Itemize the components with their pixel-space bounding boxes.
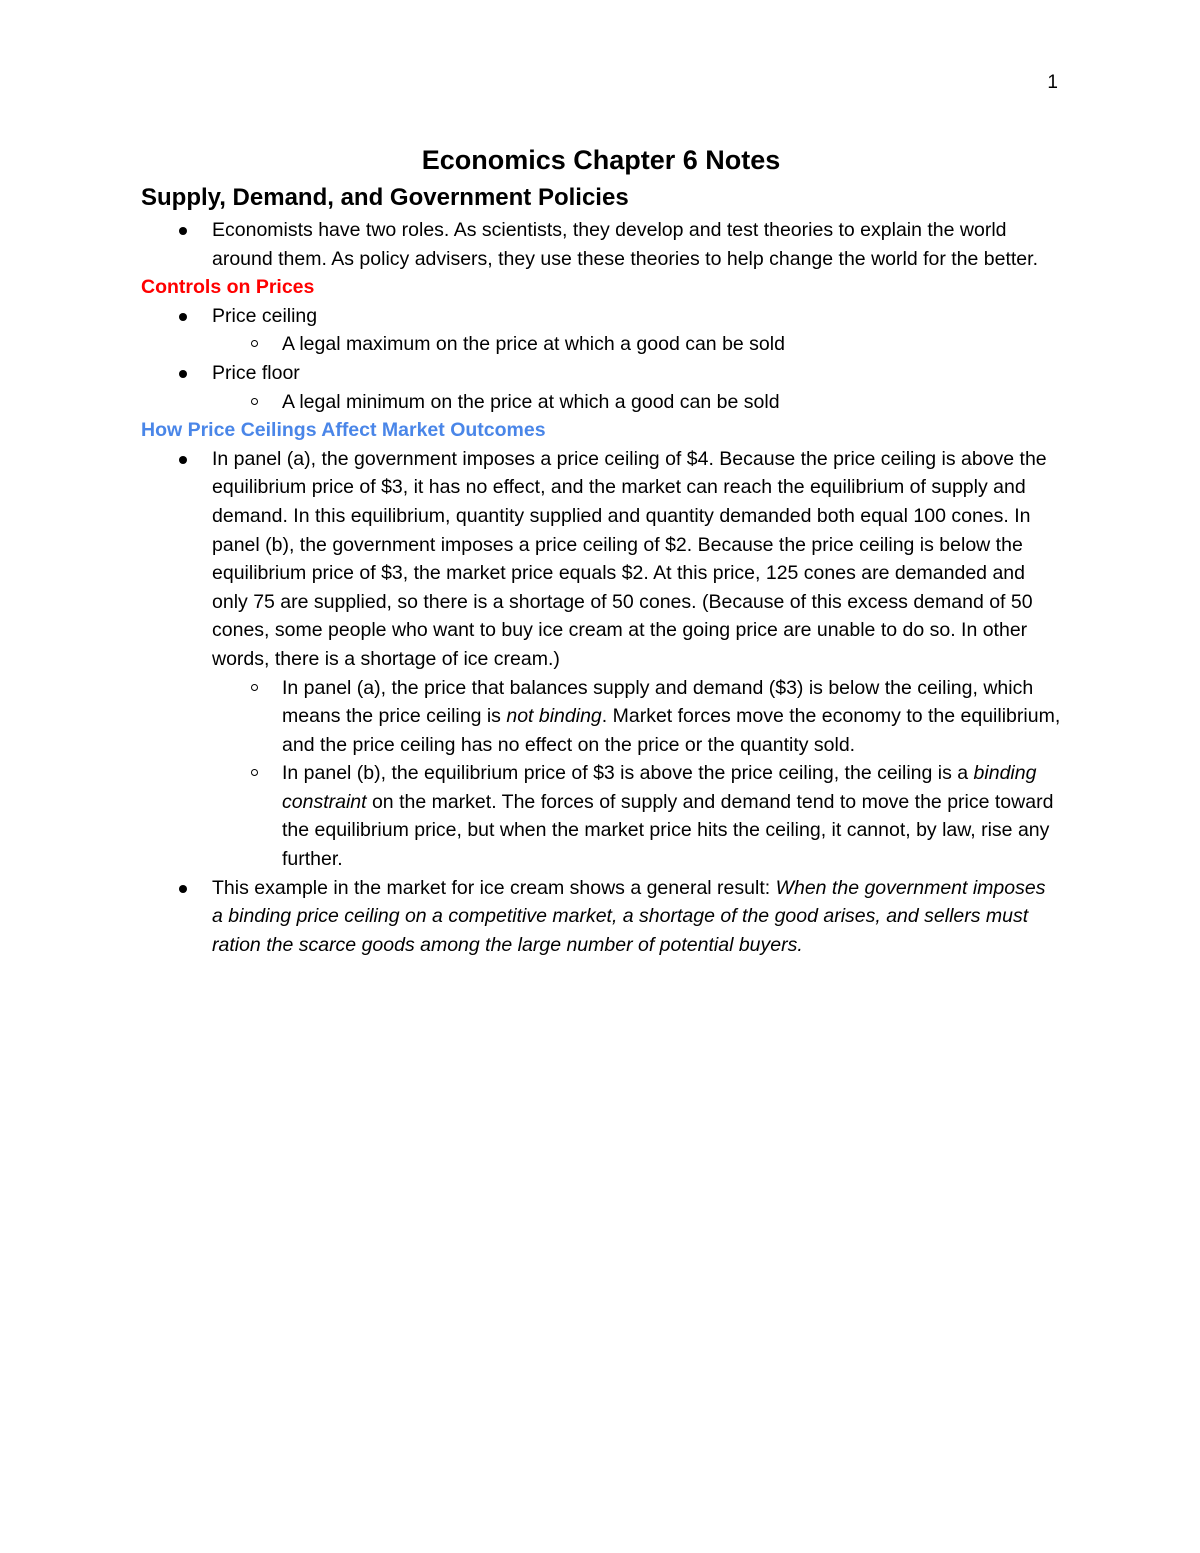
list-item: [141, 445, 1061, 874]
general-result-text: This example in the market for ice cream shows a general result:: [212, 876, 776, 899]
floor-sublist: [212, 388, 1061, 417]
document-body: [141, 140, 1061, 959]
ceiling-sublist: [212, 330, 1061, 359]
controls-list: [141, 302, 1061, 416]
binding-constraint-term: binding constraint: [282, 762, 1037, 813]
intro-text: Economists have two roles. As scientists, they develop and test theories to explain the world around them. As policy advisers, they use these theories to help change the world for the better.: [212, 219, 1038, 270]
price-ceiling-label: Price ceiling: [212, 304, 318, 327]
panel-a-text: In panel (a), the price that balances supply and demand ($3) is below the ceiling, which means the price ceiling is: [282, 676, 1034, 728]
panel-explanation: In panel (a), the government imposes a price ceiling of $4. Because the price ceiling is above the equilibrium price of $3, it has no effect, and the market can reach the equilibrium of supply and demand. In this equilibrium, quantity supplied and quantity demanded both equal 100 cones. In panel (b), the government imposes a price ceiling of $2. Because the price ceiling is below the equilibrium price of $3, the market price equals $2. At this price, 125 cones are demanded and only 75 are supplied, so there is a shortage of 50 cones. (Because of this excess demand of 50 cones, some people who want to buy ice cream at the going price are unable to do so. In other words, there is a shortage of ice cream.): [212, 447, 1047, 670]
price-floor-label: Price floor: [212, 361, 300, 384]
panel-b-text-end: on the market. The forces of supply and demand tend to move the price toward the equilibrium price, but when the market price hits the ceiling, it cannot, by law, rise any further.: [282, 790, 1054, 871]
price-floor-definition: A legal minimum on the price at which a good can be sold: [282, 390, 780, 413]
list-item: [141, 759, 1061, 873]
panel-sublist: [212, 674, 1061, 874]
general-result-italic: When the government imposes a binding price ceiling on a competitive market, a shortage of the good arises, and sellers must ration the scarce goods among the large number of potential buyers.: [212, 876, 1046, 956]
list-item: [141, 216, 1061, 273]
controls-heading: Controls on Prices: [141, 276, 315, 299]
price-ceiling-definition: A legal maximum on the price at which a good can be sold: [282, 333, 785, 356]
ceilings-list: [141, 445, 1061, 960]
list-item: [141, 388, 1061, 417]
panel-b-text: In panel (b), the equilibrium price of $3 is above the price ceiling, the ceiling is a: [282, 762, 974, 785]
document-subtitle: Supply, Demand, and Government Policies: [141, 184, 629, 211]
not-binding-term: not binding: [506, 705, 602, 728]
document-title: Economics Chapter 6 Notes: [421, 145, 781, 175]
panel-a-text-end: . Market forces move the economy to the equilibrium, and the price ceiling has no effect on the price or the quantity sold.: [282, 705, 1061, 756]
list-item: [141, 330, 1061, 359]
list-item: [141, 302, 1061, 359]
ceilings-heading: How Price Ceilings Affect Market Outcomes: [141, 419, 546, 442]
list-item: [141, 674, 1061, 760]
page-number: 1: [1047, 72, 1058, 93]
list-item: [141, 359, 1061, 416]
list-item: [141, 874, 1061, 960]
intro-list: [141, 216, 1061, 273]
